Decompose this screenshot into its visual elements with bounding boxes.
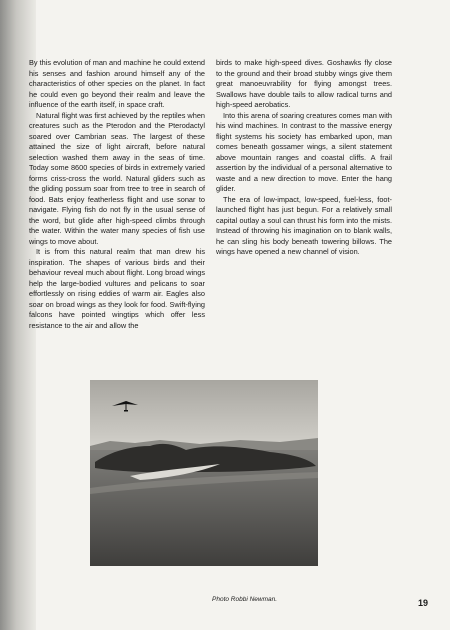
article-column-left [29, 58, 205, 331]
sky [90, 380, 318, 450]
paragraph: It is from this natural realm that man drew his inspiration. The shapes of various birds and their behaviour reveal much about flight. Long broad wings help the large-bodied vultures and pelicans to soar effortlessly on rising eddies of warm air. Eagles also soar on broad wings as they look for food. Swift-flying falcons have pointed wingtips which offer less resistance to the air and allow the [29, 247, 205, 330]
paragraph: birds to make high-speed dives. Goshawks fly close to the ground and their broad stubby wings give them great manoeuvrability for flying amongst trees. Swallows have double tails to allow radical turns and high-speed aerobatics. [216, 58, 392, 109]
paragraph: Natural flight was first achieved by the reptiles when creatures such as the Pterodon and the Pterodactyl soared over Cambrian seas. The largest of these attained the size of light aircraft, before natural selection washed them away in the seas of time. Today some 8600 species of birds in extremely varied forms criss-cross the world. Natural gliders such as the gliding possum soar from tree to tree in search of food. Bats enjoy featherless flight and use sonar to navigate. Flying fish do not fly in the usual sense of the word, but glide after high-speed climbs through the water. Within the water many species of fish use wings to move about. [29, 110, 205, 246]
article-column-right [216, 58, 392, 258]
page-number: 19 [418, 598, 429, 608]
paragraph: By this evolution of man and machine he could extend his senses and fashion around himself any of the characteristics of other species on the planet. In fact he could even go beyond their realm and leave the influence of the earth itself, in space craft. [29, 58, 205, 109]
paragraph: Into this arena of soaring creatures comes man with his wind machines. In contrast to the massive energy flight systems his society has embarked upon, man comes beneath gossamer wings, a silent statement above mountain ranges and coastal cliffs. A frail assertion by the individual of a personal alternative to waste and a new direction to move. Enter the hang glider. [216, 110, 392, 193]
coastal-island-scene [90, 380, 318, 566]
hang-glider-photo [90, 380, 318, 566]
photo-caption: Photo Robbi Newman. [212, 596, 278, 603]
paragraph: The era of low-impact, low-speed, fuel-less, foot-launched flight has just begun. For a relatively small capital outlay a soul can thrust his form into the mists. Instead of throwing his imagination on to blank walls, he can sling his body beneath towering billows. The wings have opened a new channel of vision. [216, 194, 392, 256]
